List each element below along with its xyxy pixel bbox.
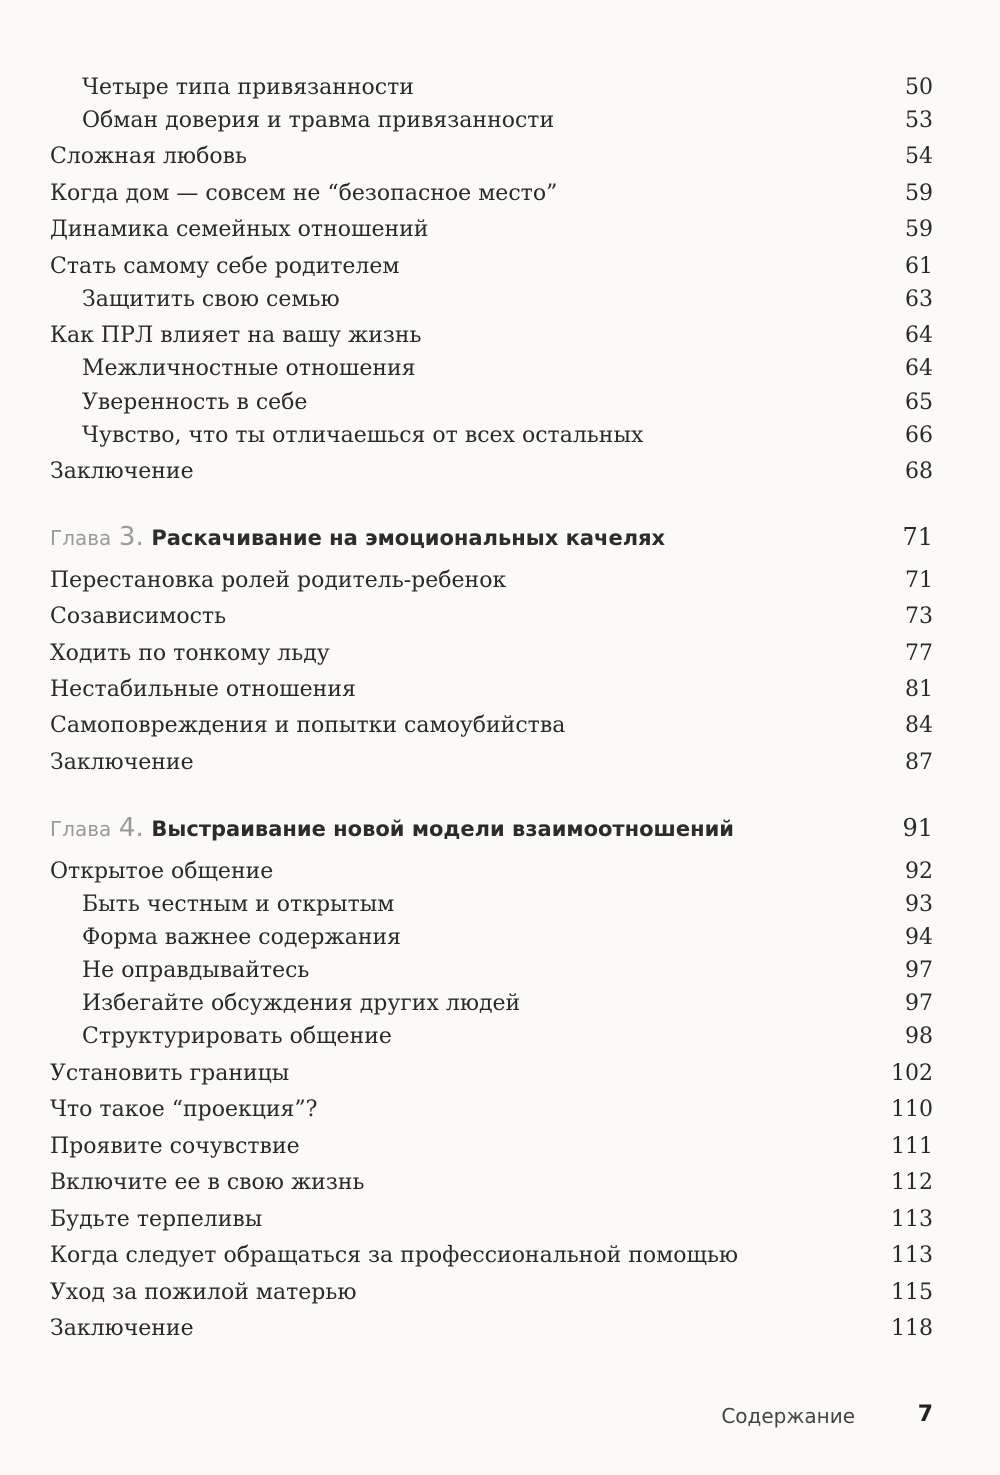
chapter-title: Раскачивание на эмоциональных качелях: [151, 526, 666, 550]
toc-entry-title: Когда следует обращаться за профессиональной помощью: [50, 1243, 739, 1268]
toc-entry-page: 77: [905, 641, 933, 666]
toc-entry-title: Установить границы: [50, 1061, 290, 1086]
running-footer-title: Содержание: [721, 1404, 855, 1428]
toc-entry-title: Избегайте обсуждения других людей: [82, 991, 521, 1016]
toc-entry-page: 98: [905, 1024, 933, 1049]
toc-entry-page: 68: [905, 459, 933, 484]
toc-entry-title: Перестановка ролей родитель-ребенок: [50, 568, 507, 593]
toc-entry-title: Включите ее в свою жизнь: [50, 1170, 365, 1195]
toc-entry-title: Как ПРЛ влияет на вашу жизнь: [50, 323, 422, 348]
toc-entry-page: 64: [905, 323, 933, 348]
toc-entry-page: 97: [905, 958, 933, 983]
toc-entry-page: 59: [905, 181, 933, 206]
toc-entry-page: 94: [905, 925, 933, 950]
toc-entry-page: 97: [905, 991, 933, 1016]
toc-entry-title: Структурировать общение: [82, 1024, 392, 1049]
toc-entry-page: 113: [891, 1243, 933, 1268]
toc-entry-page: 73: [905, 604, 933, 629]
toc-entry-page: 102: [891, 1061, 933, 1086]
chapter-page: 91: [902, 814, 933, 842]
toc-entry-title: Быть честным и открытым: [82, 892, 395, 917]
toc-entry-page: 93: [905, 892, 933, 917]
toc-entry-title: Сложная любовь: [50, 144, 247, 169]
toc-entry-title: Проявите сочувствие: [50, 1134, 300, 1159]
toc-entry-title: Уход за пожилой матерью: [50, 1280, 357, 1305]
toc-entry-page: 118: [891, 1316, 933, 1341]
toc-entry-page: 61: [905, 254, 933, 279]
toc-entry-title: Чувство, что ты отличаешься от всех остальных: [82, 423, 644, 448]
toc-entry-page: 64: [905, 356, 933, 381]
chapter-label: Глава: [50, 526, 112, 550]
toc-entry-page: 110: [891, 1097, 933, 1122]
toc-entry-page: 92: [905, 859, 933, 884]
toc-entry-title: Динамика семейных отношений: [50, 217, 429, 242]
toc-entry-page: 84: [905, 713, 933, 738]
toc-entry-page: 65: [905, 390, 933, 415]
toc-entry-title: Созависимость: [50, 604, 227, 629]
toc-entry-title: Четыре типа привязанности: [82, 75, 414, 100]
toc-entry-title: Заключение: [50, 1316, 194, 1341]
toc-entry-page: 113: [891, 1207, 933, 1232]
toc-entry-page: 112: [891, 1170, 933, 1195]
toc-entry-title: Межличностные отношения: [82, 356, 416, 381]
toc-entry-title: Ходить по тонкому льду: [50, 641, 330, 666]
toc-entry-title: Обман доверия и травма привязанности: [82, 108, 555, 133]
toc-entry-page: 111: [891, 1134, 933, 1159]
toc-entry-title: Стать самому себе родителем: [50, 254, 400, 279]
toc-entry-page: 66: [905, 423, 933, 448]
toc-entry-title: Уверенность в себе: [82, 390, 308, 415]
chapter-label: Глава: [50, 817, 112, 841]
toc-entry-page: 50: [905, 75, 933, 100]
toc-entry-page: 59: [905, 217, 933, 242]
toc-entry-page: 53: [905, 108, 933, 133]
toc-entry-title: Что такое “проекция”?: [50, 1097, 318, 1122]
toc-entry-title: Заключение: [50, 459, 194, 484]
page-footer: [0, 1402, 1000, 1432]
toc-entry-page: 71: [905, 568, 933, 593]
toc-entry-title: Не оправдывайтесь: [82, 958, 310, 983]
toc-entry-page: 63: [905, 287, 933, 312]
toc-entry-title: Форма важнее содержания: [82, 925, 402, 950]
toc-entry-title: Самоповреждения и попытки самоубийства: [50, 713, 566, 738]
toc-entry-title: Когда дом — совсем не “безопасное место”: [50, 181, 558, 206]
toc-entry-title: Нестабильные отношения: [50, 677, 356, 702]
toc-entry-page: 81: [905, 677, 933, 702]
chapter-title: Выстраивание новой модели взаимоотношений: [151, 817, 735, 841]
toc-entry-page: 115: [891, 1280, 933, 1305]
chapter-page: 71: [902, 523, 933, 551]
toc-entry-page: 54: [905, 144, 933, 169]
toc-entry-title: Будьте терпеливы: [50, 1207, 263, 1232]
toc-entry-page: 87: [905, 750, 933, 775]
toc-entry-title: Заключение: [50, 750, 194, 775]
chapter-number: 3.: [118, 522, 144, 552]
chapter-number: 4.: [118, 813, 144, 843]
page-number: 7: [917, 1402, 933, 1427]
toc-entry-title: Открытое общение: [50, 859, 274, 884]
toc-entry-title: Защитить свою семью: [82, 287, 340, 312]
